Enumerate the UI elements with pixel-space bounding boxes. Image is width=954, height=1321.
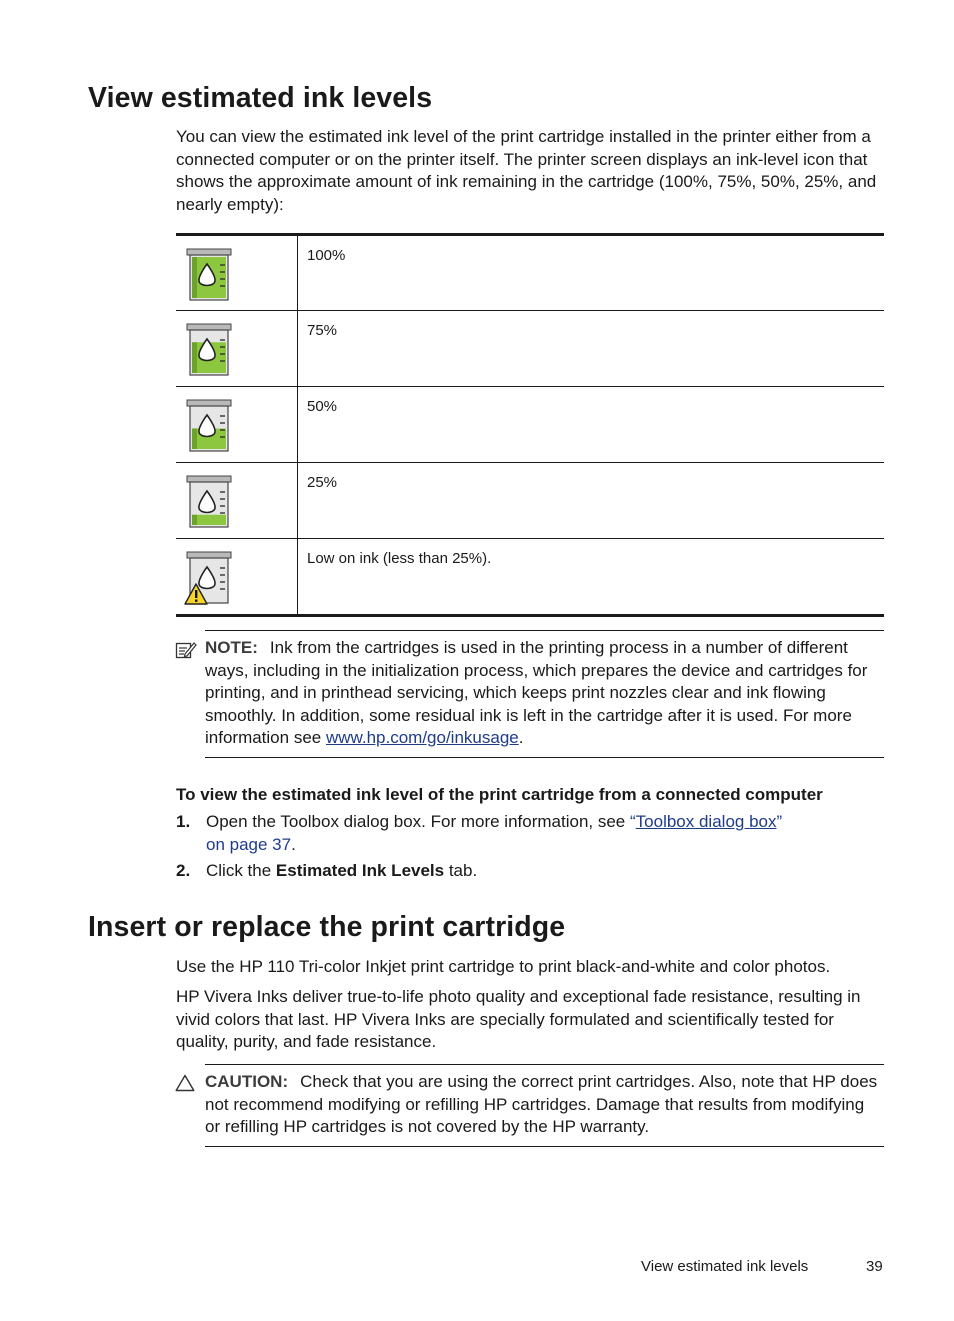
list-item: 2. Click the Estimated Ink Levels tab. [176,860,876,883]
page-number: 39 [866,1258,883,1275]
ink-level-label: 75% [307,322,338,339]
tab-name: Estimated Ink Levels [275,861,445,880]
step-text: Open the Toolbox dialog box. For more information, see [206,812,630,831]
note-text: Ink from the cartridges is used in the printing process in a number of different ways, including in the initialization process, which prepares the device and cartridges for printing, and in printhead servicing, which keeps print nozzles clear and ink flowing smoothly. In addition, some residual ink is left in the cartridge after it is used. For more information see [205,638,868,747]
note-label: NOTE: [205,638,258,657]
caution-box [205,1064,884,1147]
step-number: 1. [176,812,191,831]
ink-level-label: 100% [307,247,346,264]
table-row [176,386,884,462]
table-row [176,310,884,386]
ink-cartridge-icon [184,474,234,530]
section-title-insert-cartridge: Insert or replace the print cartridge [88,911,566,943]
ink-cartridge-icon [184,398,234,454]
table-row [176,538,884,614]
paragraph: Use the HP 110 Tri-color Inkjet print cartridge to print black-and-white and color photos. [176,957,831,976]
inkusage-link[interactable]: www.hp.com/go/inkusage [325,728,519,747]
page-reference-link[interactable]: on page 37 [206,834,292,854]
note-box: NOTE: Ink from the cartridges is used in the printing process in a number of different ways, including in the initialization process, which prepares the device and cartridges for printing, and in printhead servicing, which keeps print nozzles clear and ink flowing smoothly. In addition, some residual ink is left in the cartridge after it is used. For more information see www.hp.com/go/inkusage. [205,630,884,758]
ink-cartridge-warning-icon [184,550,240,606]
intro-paragraph: You can view the estimated ink level of the print cartridge installed in the printer either from a connected computer or on the printer itself. The printer screen displays an ink-level icon that shows the approximate amount of ink remaining in the cartridge (100%, 75%, 50%, 25%, and nearly empty): [176,127,877,214]
paragraph: HP Vivera Inks deliver true-to-life photo quality and exceptional fade resistance, resulting in vivid colors that last. HP Vivera Inks are specially formulated and scientifically tested for quality, purity, and fade resistance. [176,987,861,1051]
caution-label: CAUTION: [205,1072,289,1091]
ink-level-label: Low on ink (less than 25%). [307,550,492,567]
section-title-ink-levels: View estimated ink levels [88,82,433,114]
procedure-title: To view the estimated ink level of the print cartridge from a connected computer [176,785,823,804]
toolbox-dialog-link[interactable]: Toolbox dialog box [635,812,777,831]
table-row [176,236,884,310]
list-item: 1. Open the Toolbox dialog box. For more information, see “Toolbox dialog box” on page 37. [176,812,783,854]
footer-section-title: View estimated ink levels [641,1258,809,1275]
ink-cartridge-icon [184,322,234,378]
table-row [176,462,884,538]
ink-level-table [176,233,884,617]
note-icon [175,640,197,660]
caution-icon [175,1074,195,1092]
caution-text: Check that you are using the correct print cartridges. Also, note that HP does not recommend modifying or refilling HP cartridges. Damage that results from modifying or refilling HP cartridges is not covered by the HP warranty. [205,1072,878,1136]
ink-cartridge-icon [184,247,234,303]
step-number: 2. [176,861,191,880]
ink-level-label: 50% [307,398,338,415]
ink-level-label: 25% [307,474,338,491]
